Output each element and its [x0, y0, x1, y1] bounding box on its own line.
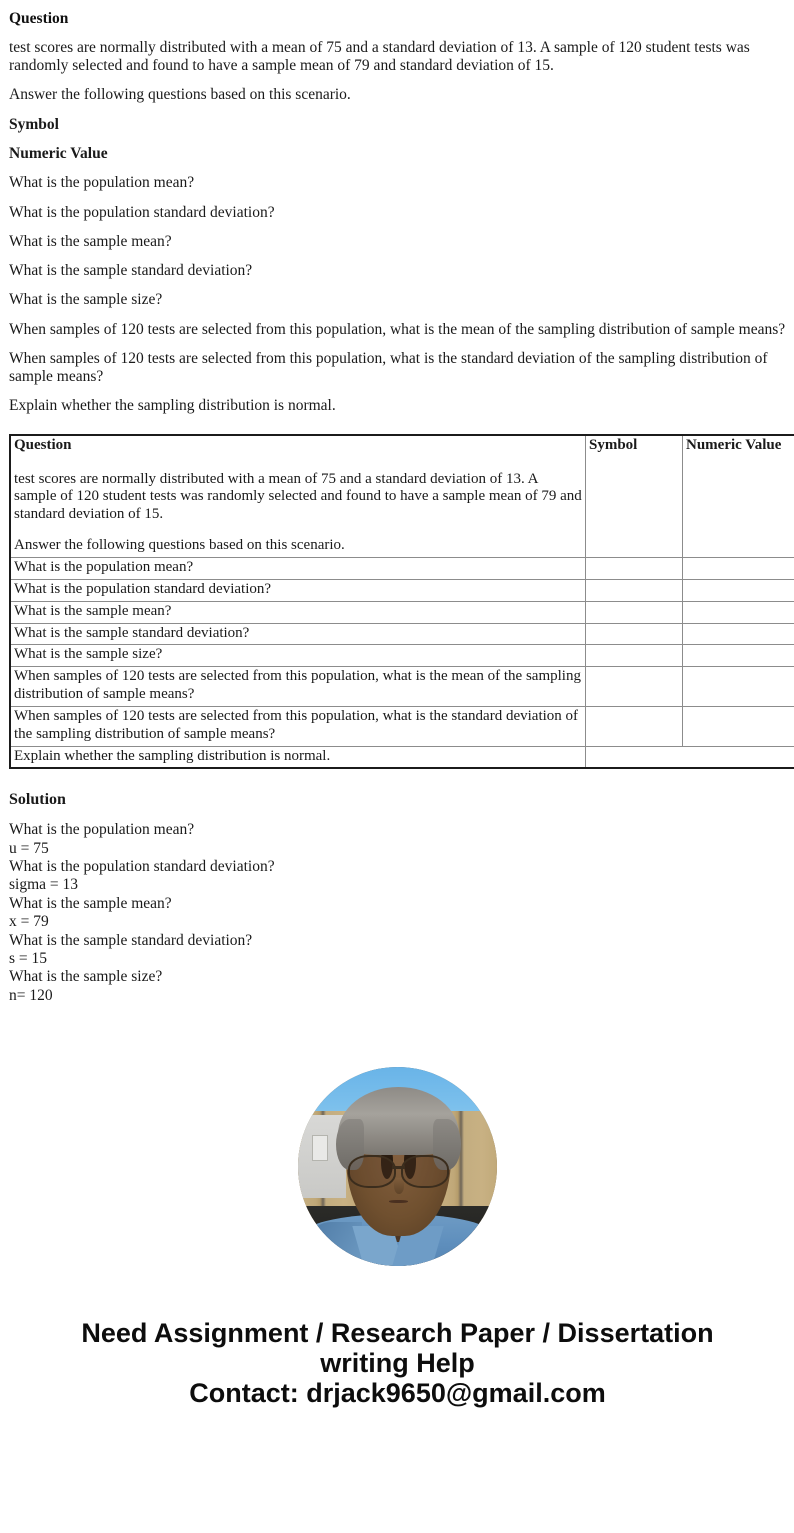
table-row [10, 645, 794, 667]
table-cell-symbol[interactable] [586, 579, 683, 601]
table-row [10, 623, 794, 645]
table-cell-question: When samples of 120 tests are selected from this population, what is the standard deviation of the sampling distribution of sample means? [10, 706, 586, 746]
avatar-glasses-lens-left [348, 1155, 397, 1189]
table-cell-numeric[interactable] [683, 645, 794, 667]
table-header-scenario: test scores are normally distributed with a mean of 75 and a standard deviation of 13. A sample of 120 student tests was randomly selected and found to have a sample mean of 79 and standard deviation of 15. [14, 471, 582, 525]
solution-line-5: What is the sample mean? [9, 895, 786, 913]
table-cell-question: What is the sample standard deviation? [10, 623, 586, 645]
document-page [0, 10, 794, 1409]
table-cell-question: What is the population mean? [10, 557, 586, 579]
table-header-question-title: Question [14, 437, 582, 455]
table-cell-symbol[interactable] [586, 645, 683, 667]
cell-spacer [14, 524, 582, 537]
table-header-numeric-cell [683, 435, 794, 558]
scenario-paragraph: test scores are normally distributed with a mean of 75 and a standard deviation of 13. A sample of 120 student tests was randomly selected and found to have a sample mean of 79 and standard deviation of 15. [9, 39, 786, 76]
solution-line-10: n= 120 [9, 987, 786, 1005]
avatar-background-switch [312, 1135, 328, 1161]
table-row [10, 557, 794, 579]
avatar-glasses-icon [348, 1155, 449, 1185]
table-header-symbol-cell [586, 435, 683, 558]
table-cell-symbol[interactable] [586, 706, 683, 746]
avatar [298, 1067, 497, 1266]
table-cell-question: What is the sample mean? [10, 601, 586, 623]
table-cell-numeric[interactable] [683, 601, 794, 623]
table-cell-question: Explain whether the sampling distribution is normal. [10, 746, 586, 768]
solution-line-6: x = 79 [9, 913, 786, 931]
solution-line-2: u = 75 [9, 840, 786, 858]
question-item-1: What is the population mean? [9, 174, 786, 192]
table-header-question-cell [10, 435, 586, 558]
footer-line-2: writing Help [21, 1348, 774, 1378]
table-cell-symbol[interactable] [586, 557, 683, 579]
table-row [10, 706, 794, 746]
solution-line-3: What is the population standard deviation? [9, 858, 786, 876]
footer-line-3: Contact: drjack9650@gmail.com [21, 1378, 774, 1408]
solution-line-9: What is the sample size? [9, 968, 786, 986]
table-last-row [10, 746, 794, 768]
question-item-3: What is the sample mean? [9, 233, 786, 251]
solution-heading: Solution [9, 791, 786, 809]
footer-line-1: Need Assignment / Research Paper / Dissertation [81, 1318, 713, 1348]
solution-line-8: s = 15 [9, 950, 786, 968]
symbol-label: Symbol [9, 116, 786, 134]
table-cell-question: What is the sample size? [10, 645, 586, 667]
table-cell-symbol[interactable] [586, 601, 683, 623]
table-row [10, 667, 794, 707]
solution-line-1: What is the population mean? [9, 821, 786, 839]
footer-promo [9, 1318, 786, 1409]
avatar-container [9, 1067, 786, 1266]
table-header-symbol-label: Symbol [589, 437, 637, 453]
solution-line-7: What is the sample standard deviation? [9, 932, 786, 950]
question-item-4: What is the sample standard deviation? [9, 262, 786, 280]
table-cell-symbol[interactable] [586, 667, 683, 707]
table-cell-numeric[interactable] [683, 557, 794, 579]
avatar-mouth [389, 1200, 408, 1203]
table-cell-numeric[interactable] [683, 706, 794, 746]
solution-body [9, 821, 786, 1005]
page-title: Question [9, 10, 786, 28]
question-item-5: What is the sample size? [9, 291, 786, 309]
numeric-value-label: Numeric Value [9, 145, 786, 163]
table-header-row [10, 435, 794, 558]
question-item-6: When samples of 120 tests are selected from this population, what is the mean of the sampling distribution of sample means? [9, 321, 786, 339]
table-cell-numeric[interactable] [683, 623, 794, 645]
question-symbol-value-table [9, 434, 794, 770]
table-cell-question: When samples of 120 tests are selected from this population, what is the mean of the sampling distribution of sample means? [10, 667, 586, 707]
question-item-2: What is the population standard deviation? [9, 204, 786, 222]
avatar-glasses-bridge [392, 1166, 404, 1169]
instruction-paragraph: Answer the following questions based on this scenario. [9, 86, 786, 104]
question-item-8: Explain whether the sampling distribution is normal. [9, 397, 786, 415]
table-header-instruction: Answer the following questions based on this scenario. [14, 537, 582, 555]
table-cell-symbol[interactable] [586, 623, 683, 645]
avatar-glasses-lens-right [401, 1155, 450, 1189]
table-cell-numeric[interactable] [683, 579, 794, 601]
table-cell-numeric[interactable] [683, 667, 794, 707]
table-cell-question: What is the population standard deviation? [10, 579, 586, 601]
question-item-7: When samples of 120 tests are selected from this population, what is the standard deviation of the sampling distribution of sample means? [9, 350, 786, 387]
table-row [10, 579, 794, 601]
table-header-numeric-label: Numeric Value [686, 437, 781, 453]
solution-line-4: sigma = 13 [9, 876, 786, 894]
table-row [10, 601, 794, 623]
table-cell-empty-merged [586, 746, 794, 768]
